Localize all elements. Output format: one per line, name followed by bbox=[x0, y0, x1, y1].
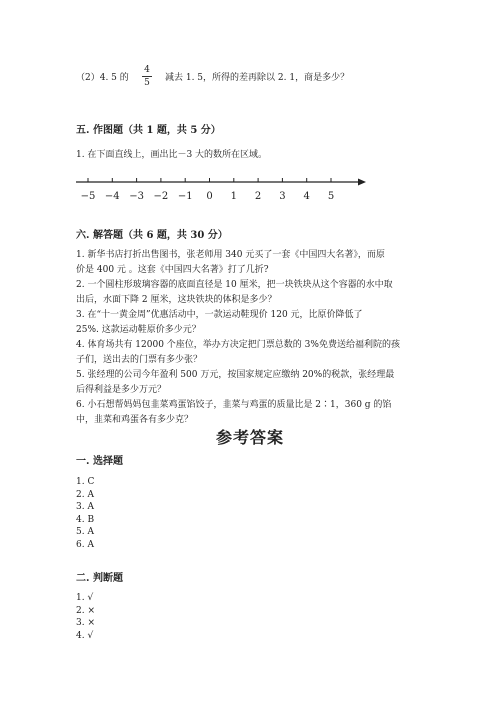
number-line bbox=[0, 172, 500, 212]
fraction-four-fifths bbox=[142, 65, 152, 88]
q-line: 后得利益是多少万元？ bbox=[76, 385, 167, 395]
fraction-denominator: 5 bbox=[144, 78, 150, 88]
number-line-label: 2 bbox=[254, 191, 262, 202]
q-line: 4. 体育场共有 12000 个座位，举办方决定把门票总数的 3%免费送给福利院的孩 bbox=[76, 340, 400, 350]
section-6-heading: 六. 解答题（共 6 题，共 30 分） bbox=[76, 230, 228, 241]
question-2-suffix: 减去 1. 5，所得的差再除以 2. 1，商是多少？ bbox=[165, 73, 350, 83]
section-6-questions bbox=[76, 248, 426, 428]
number-line-label: 4 bbox=[303, 191, 310, 202]
q-line: 1. 新华书店打折出售图书，张老师用 340 元买了一套《中国四大名著》，而原 bbox=[76, 250, 385, 260]
fraction-numerator: 4 bbox=[144, 65, 150, 75]
number-line-label: −2 bbox=[153, 191, 169, 202]
q-line: 5. 张经理的公司今年盈利 500 万元，按国家规定应缴纳 20%的税款，张经理最 bbox=[76, 370, 395, 380]
section-5-heading: 五. 作图题（共 1 题，共 5 分） bbox=[76, 125, 221, 136]
number-line-label: −5 bbox=[80, 191, 96, 202]
answer-key-title: 参考答案 bbox=[215, 428, 284, 447]
answer-item: 1. √ bbox=[76, 593, 94, 603]
answer-item: 1. C bbox=[76, 477, 95, 487]
q-line: 6. 小石想帮妈妈包韭菜鸡蛋馅饺子，韭菜与鸡蛋的质量比是 2∶1，360 g 的馅 bbox=[76, 400, 392, 410]
answer-item: 3. A bbox=[76, 502, 94, 513]
section-5-question-1: 1. 在下面直线上，画出比－3 大的数所在区域。 bbox=[76, 150, 268, 160]
number-line-label: 0 bbox=[206, 191, 213, 202]
answer-item: 4. √ bbox=[76, 630, 94, 641]
number-line-label: −4 bbox=[104, 191, 120, 202]
answer-item: 4. B bbox=[76, 514, 95, 525]
number-line-label: 1 bbox=[230, 191, 237, 202]
question-2-prefix: （2）4. 5 的 bbox=[76, 73, 129, 83]
fraction-bar bbox=[142, 76, 152, 77]
q-line: 2. 一个圆柱形玻璃容器的底面直径是 10 厘米，把一块铁块从这个容器的水中取 bbox=[76, 280, 393, 290]
answer-item: 2. × bbox=[76, 605, 95, 616]
q-line: 子们，送出去的门票有多少张？ bbox=[76, 355, 203, 365]
number-line-label: −3 bbox=[129, 191, 144, 202]
number-line-label: 3 bbox=[279, 191, 286, 202]
number-line-label: 5 bbox=[327, 191, 335, 202]
q-line: 3. 在“十一黄金周”优惠活动中，一款运动鞋现价 120 元，比原价降低了 bbox=[76, 310, 363, 320]
q-line: 价是 400 元 。这套《中国四大名著》打了几折? bbox=[76, 265, 269, 275]
judge-answers-heading: 二. 判断题 bbox=[76, 573, 123, 584]
q-line: 中，韭菜和鸡蛋各有多少克？ bbox=[76, 415, 194, 425]
q-line: 25%. 这款运动鞋原价多少元？ bbox=[76, 325, 201, 335]
answer-item: 5. A bbox=[76, 527, 94, 538]
choice-answers-heading: 一. 选择题 bbox=[76, 456, 123, 467]
answer-item: 3. × bbox=[76, 618, 95, 629]
number-line-label: −1 bbox=[177, 191, 193, 202]
answer-item: 2. A bbox=[76, 489, 94, 500]
number-line-arrow bbox=[358, 179, 366, 186]
judge-answers-list bbox=[76, 592, 95, 642]
choice-answers-list bbox=[76, 476, 94, 552]
answer-item: 6. A bbox=[76, 539, 94, 550]
q-line: 出后，水面下降 2 厘米，这块铁块的体积是多少？ bbox=[76, 295, 277, 305]
